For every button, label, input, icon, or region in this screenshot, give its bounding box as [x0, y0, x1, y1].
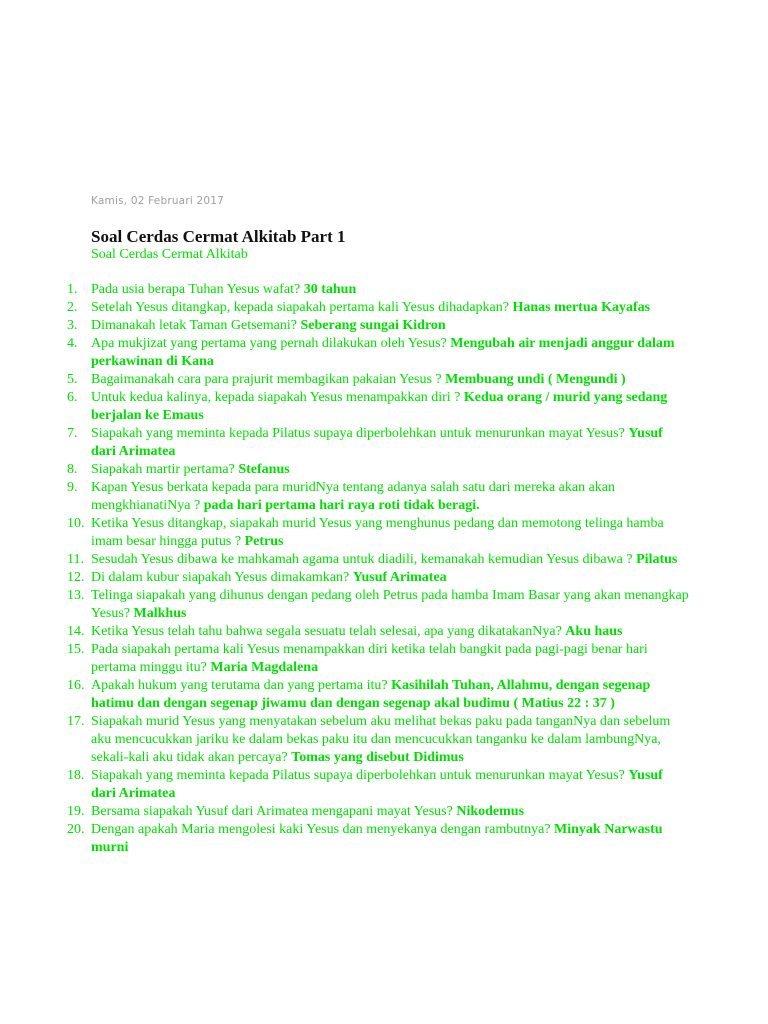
answer-text: Pilatus [636, 552, 678, 567]
question-text: Sesudah Yesus dibawa ke mahkamah agama untuk diadili, kemanakah kemudian Yesus dibawa ? [91, 552, 637, 567]
question-item [0, 551, 691, 569]
question-item [0, 299, 691, 317]
answer-text: Yusuf dari Arimatea [91, 768, 663, 801]
question-item [0, 803, 691, 821]
answer-text: Yusuf Arimatea [352, 570, 447, 585]
answer-text: Malkhus [133, 606, 187, 621]
question-text: Kapan Yesus berkata kepada para muridNya tentang adanya salah satu dari mereka akan akan mengkhianatiNya ? [91, 480, 616, 513]
question-item [0, 515, 691, 551]
question-item [0, 677, 691, 713]
question-item [0, 371, 691, 389]
question-item [0, 461, 691, 479]
answer-text: Kedua orang / murid yang sedang berjalan ke Emaus [91, 390, 668, 423]
question-item [0, 713, 691, 767]
question-number: 10. [67, 516, 85, 531]
question-text: Ketika Yesus ditangkap, siapakah murid Yesus yang menghunus pedang dan memotong telinga hamba imam besar hingga putus ? [91, 516, 664, 549]
answer-text: Stefanus [238, 462, 290, 477]
question-item [0, 335, 691, 371]
question-number: 15. [67, 642, 85, 657]
answer-text: Petrus [244, 534, 284, 549]
question-item [0, 317, 691, 335]
question-number: 2. [67, 300, 78, 315]
question-text: Di dalam kubur siapakah Yesus dimakamkan? [91, 570, 353, 585]
answer-text: Nikodemus [456, 804, 525, 819]
post-title: Soal Cerdas Cermat Alkitab Part 1 [91, 227, 346, 246]
answer-text: pada hari pertama hari raya roti tidak beragi. [203, 498, 480, 513]
question-text: Dimanakah letak Taman Getsemani? [91, 318, 301, 333]
question-text: Ketika Yesus telah tahu bahwa segala sesuatu telah selesai, apa yang dikatakanNya? [91, 624, 566, 639]
question-item [0, 641, 691, 677]
question-item [0, 425, 691, 461]
answer-text: Membuang undi ( Mengundi ) [445, 372, 626, 387]
question-text: Siapakah yang meminta kepada Pilatus supaya diperbolehkan untuk menurunkan mayat Yesus? [91, 426, 629, 441]
question-number: 4. [67, 336, 78, 351]
question-text: Siapakah murid Yesus yang menyatakan sebelum aku melihat bekas paku pada tanganNya dan sebelum aku mencucukkan jariku ke dalam bekas paku itu dan mencucukkan tanganku ke dalam lambungNya, sekali-kali aku tidak akan percaya? [91, 714, 671, 765]
question-number: 12. [67, 570, 85, 585]
answer-text: Kasihilah Tuhan, Allahmu, dengan segenap hatimu dan dengan segenap jiwamu dan dengan segenap akal budimu ( Matius 22 : 37 ) [91, 678, 651, 711]
answer-text: 30 tahun [303, 282, 357, 297]
question-item [0, 281, 691, 299]
question-item [0, 767, 691, 803]
question-item [0, 821, 691, 857]
question-number: 13. [67, 588, 85, 603]
question-text: Siapakah yang meminta kepada Pilatus supaya diperbolehkan untuk menurunkan mayat Yesus? [91, 768, 629, 783]
question-text: Telinga siapakah yang dihunus dengan pedang oleh Petrus pada hamba Imam Basar yang akan menangkap Yesus? [91, 588, 689, 621]
question-text: Pada usia berapa Tuhan Yesus wafat? [91, 282, 304, 297]
question-text: Dengan apakah Maria mengolesi kaki Yesus dan menyekanya dengan rambutnya? [91, 822, 555, 837]
question-number: 5. [67, 372, 78, 387]
answer-text: Aku haus [565, 624, 623, 639]
answer-text: Tomas yang disebut Didimus [291, 750, 464, 765]
question-item [0, 587, 691, 623]
question-number: 17. [67, 714, 85, 729]
question-number: 8. [67, 462, 78, 477]
question-number: 14. [67, 624, 85, 639]
answer-text: Hanas mertua Kayafas [512, 300, 651, 315]
answer-text: Minyak Narwastu murni [91, 822, 663, 855]
answer-text: Seberang sungai Kidron [300, 318, 446, 333]
question-list [0, 281, 768, 857]
question-text: Untuk kedua kalinya, kepada siapakah Yesus menampakkan diri ? [91, 390, 464, 405]
answer-text: Mengubah air menjadi anggur dalam perkawinan di Kana [91, 336, 675, 369]
question-number: 20. [67, 822, 85, 837]
question-number: 19. [67, 804, 85, 819]
post-date: Kamis, 02 Februari 2017 [91, 195, 225, 207]
answer-text: Yusuf dari Arimatea [91, 426, 663, 459]
question-item [0, 479, 691, 515]
question-number: 7. [67, 426, 78, 441]
question-text: Pada siapakah pertama kali Yesus menampakkan diri ketika telah bangkit pada pagi-pagi benar hari pertama minggu itu? [91, 642, 648, 675]
question-item [0, 389, 691, 425]
question-number: 16. [67, 678, 85, 693]
question-text: Setelah Yesus ditangkap, kepada siapakah pertama kali Yesus dihadapkan? [91, 300, 513, 315]
question-text: Siapakah martir pertama? [91, 462, 239, 477]
question-text: Bagaimanakah cara para prajurit membagikan pakaian Yesus ? [91, 372, 446, 387]
question-number: 3. [67, 318, 78, 333]
question-text: Apa mukjizat yang pertama yang pernah dilakukan oleh Yesus? [91, 336, 451, 351]
question-number: 18. [67, 768, 85, 783]
question-text: Bersama siapakah Yusuf dari Arimatea mengapani mayat Yesus? [91, 804, 457, 819]
question-number: 9. [67, 480, 78, 495]
post-subtitle: Soal Cerdas Cermat Alkitab [91, 247, 248, 262]
question-item [0, 569, 691, 587]
question-number: 6. [67, 390, 78, 405]
question-text: Apakah hukum yang terutama dan yang pertama itu? [91, 678, 392, 693]
question-number: 1. [67, 282, 78, 297]
question-number: 11. [67, 552, 84, 567]
answer-text: Maria Magdalena [210, 660, 319, 675]
question-item [0, 623, 691, 641]
